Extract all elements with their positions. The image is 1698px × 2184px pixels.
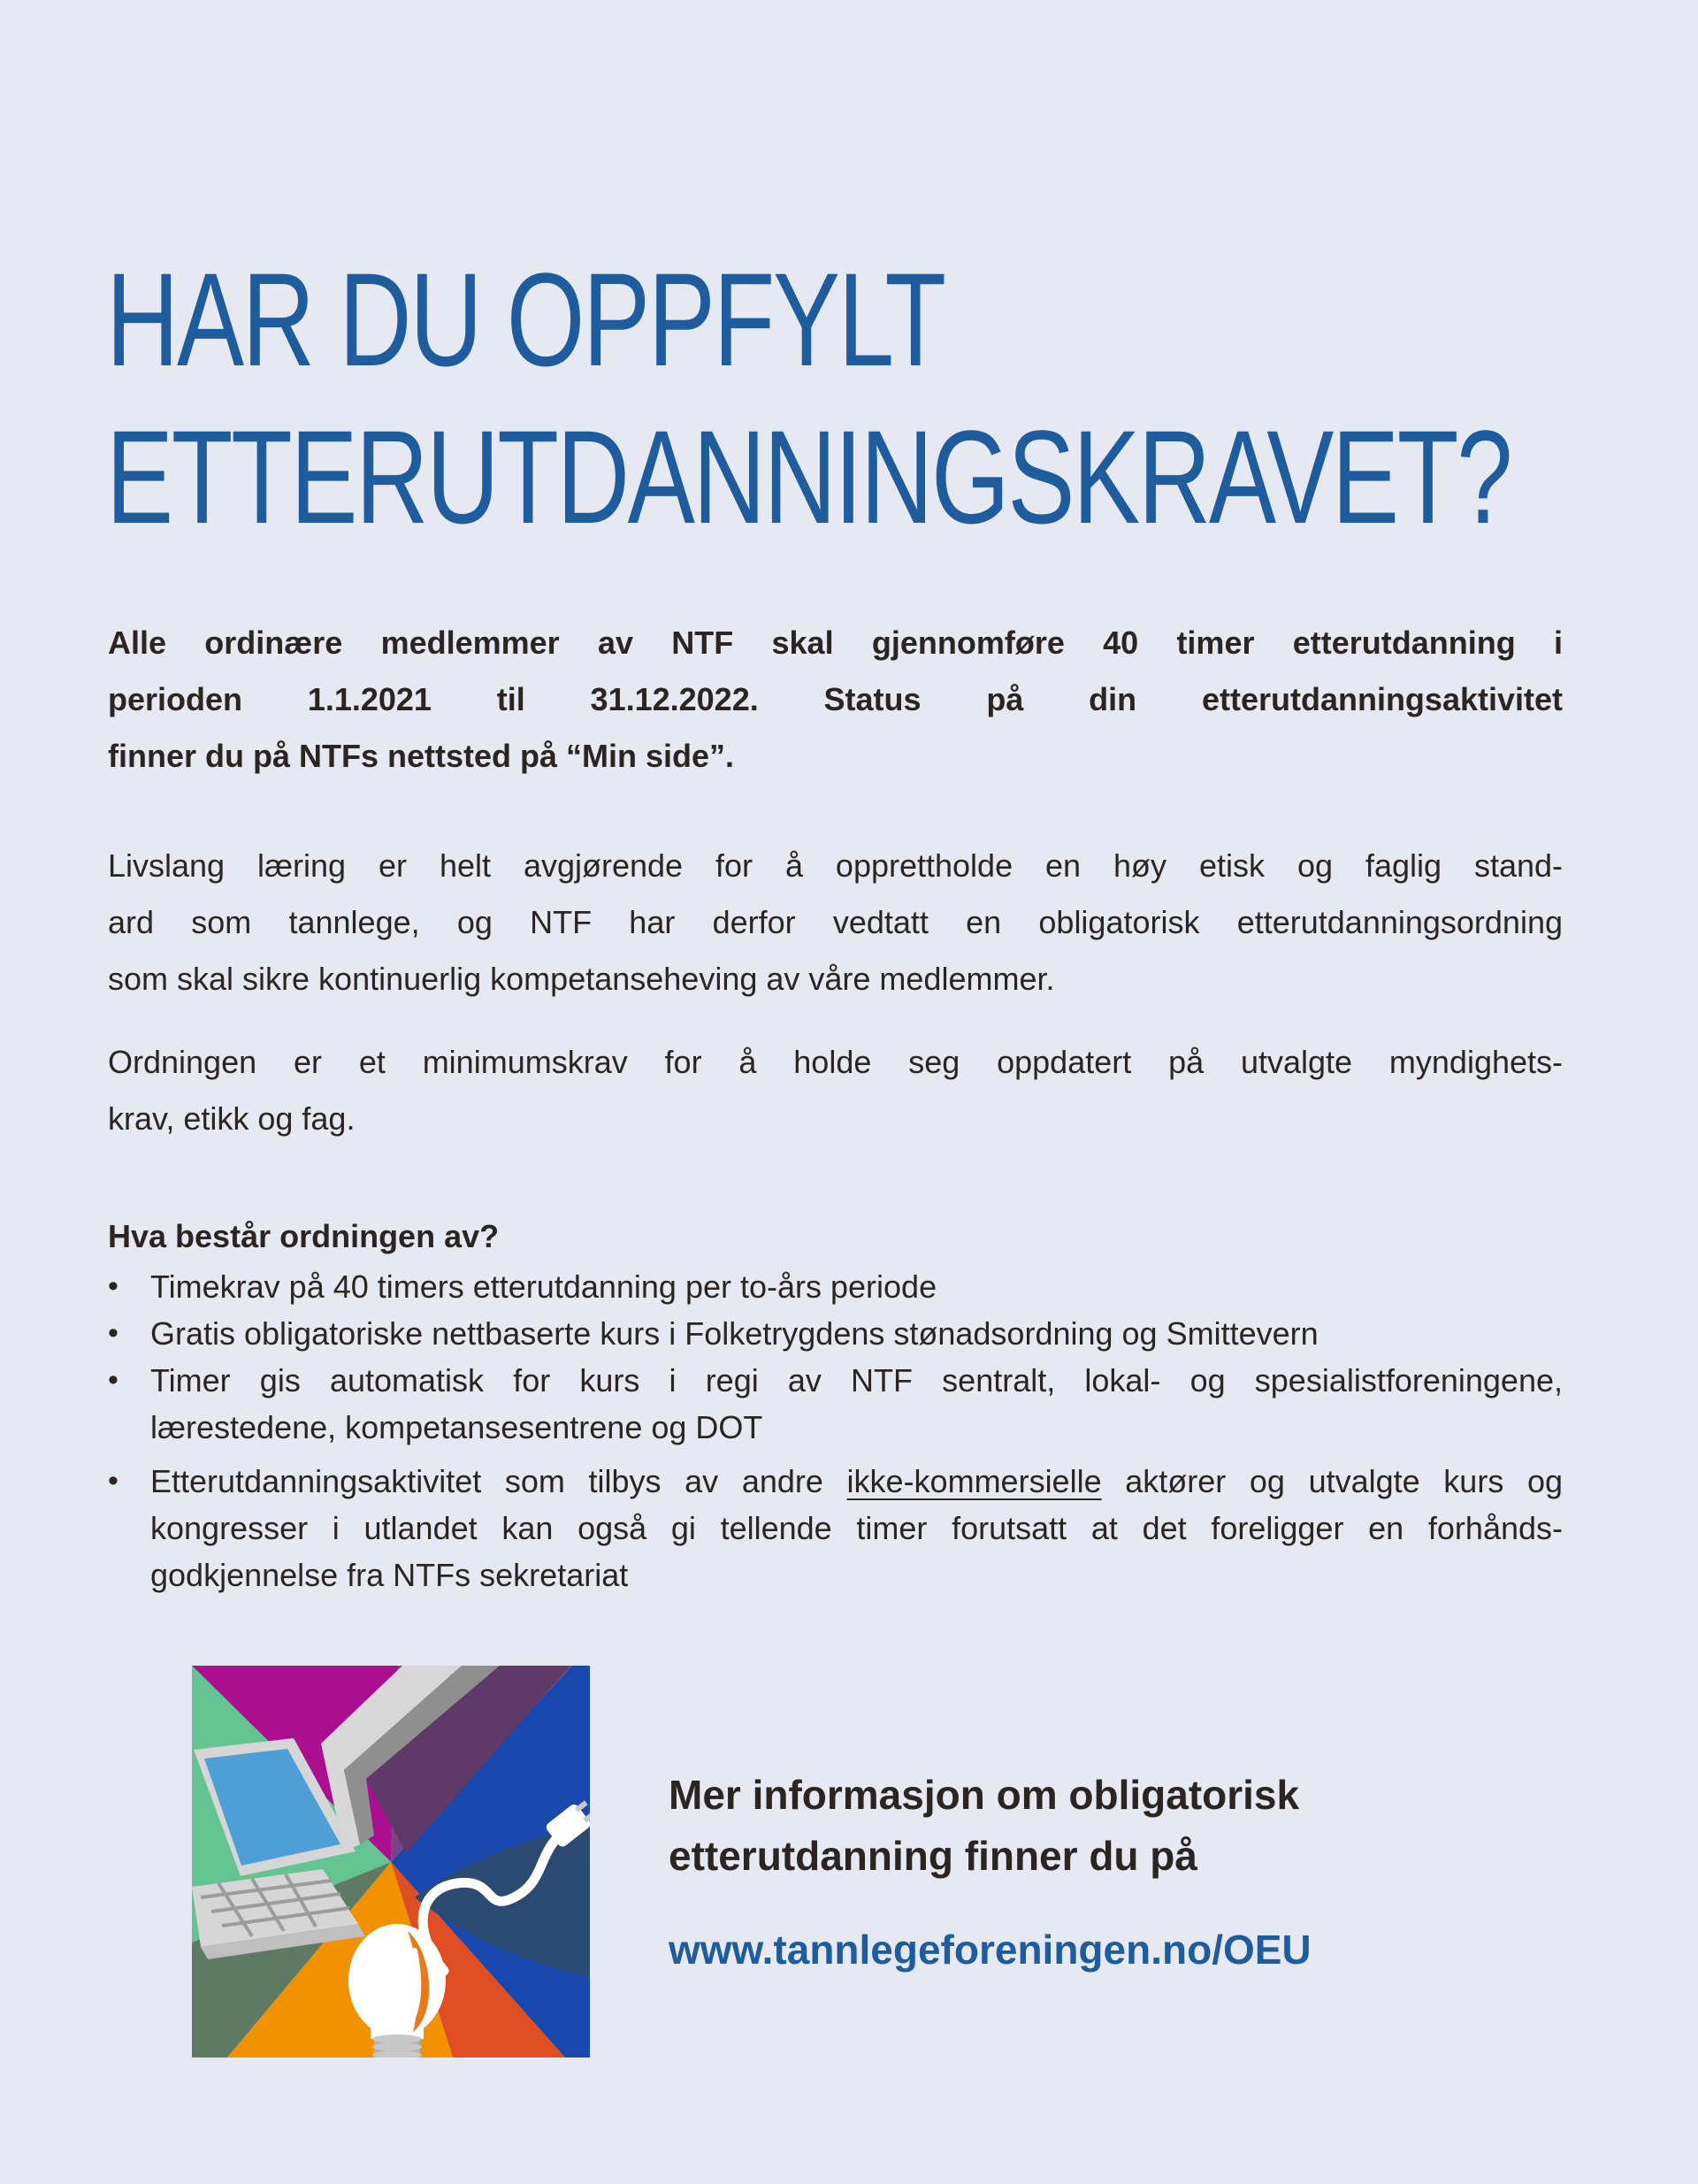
intro-line: finner du på NTFs nettsted på “Min side”. [108,738,735,774]
intro-line: perioden 1.1.2021 til 31.12.2022. Status på din etterutdanningsaktivitet [108,681,1563,717]
list-item [108,1263,1563,1310]
collage-image [192,1666,590,2058]
ikke-kommersielle-link[interactable]: ikke-kommersielle [846,1463,1102,1499]
website-link[interactable]: www.tannlegeforeningen.no/OEU [669,1927,1312,1973]
paragraph-line: Livslang læring er helt avgjørende for å opprettholde en høy etisk og faglig stand- [108,847,1563,884]
info-text [669,1765,1299,1887]
list-item [108,1357,1563,1451]
paragraph-line: som skal sikre kontinuerlig kompetanseheving av våre medlemmer. [108,961,1055,997]
bullet-icon: • [108,1316,119,1350]
bullet-line: Gratis obligatoriske nettbaserte kurs i Folketrygdens stønadsordning og Smittevern [150,1315,1319,1352]
intro-paragraph [108,615,1563,785]
bullet-line: lærestedene, kompetansesentrene og DOT [150,1409,763,1445]
list-item [108,1310,1563,1357]
info-line: etterutdanning finner du på [669,1833,1197,1879]
info-line: Mer informasjon om obligatorisk [669,1772,1300,1818]
bullet-list [108,1263,1563,1598]
title-line-2: ETTERUTDANNINGSKRAVET? [106,402,1511,551]
bulb-base [372,2035,422,2058]
collage-svg [192,1666,590,2058]
bullet-text-segment: aktører og utvalgte kurs og [1101,1463,1563,1499]
list-item [108,1458,1563,1598]
paragraph-line: ard som tannlege, og NTF har derfor vedtatt en obligatorisk etterutdanningsordning [108,904,1563,940]
bullet-line: Timer gis automatisk for kurs i regi av NTF sentralt, lokal- og spesialistforeningene, [150,1362,1563,1399]
title-line-1: HAR DU OPPFYLT [106,245,945,394]
list-heading: Hva består ordningen av? [108,1218,500,1254]
paragraph-line: Ordningen er et minimumskrav for å holde seg oppdatert på utvalgte myndighets- [108,1044,1563,1080]
paragraph-livslang [108,838,1563,1008]
bullet-line [150,1458,1563,1505]
paragraph-line: krav, etikk og fag. [108,1100,356,1137]
paragraph-ordningen [108,1034,1563,1147]
bullet-icon: • [108,1464,119,1498]
bullet-line: Timekrav på 40 timers etterutdanning per to-års periode [150,1268,937,1305]
bullet-icon: • [108,1363,119,1397]
intro-line: Alle ordinære medlemmer av NTF skal gjennomføre 40 timer etterutdanning i [108,625,1563,661]
bullet-line: kongresser i utlandet kan også gi tellende timer forutsatt at det foreligger en forhånds- [150,1510,1563,1546]
bullet-line: godkjennelse fra NTFs sekretariat [150,1557,629,1593]
page-title [106,241,1698,556]
bullet-text-segment: Etterutdanningsaktivitet som tilbys av andre [150,1463,847,1499]
bullet-icon: • [108,1269,119,1303]
